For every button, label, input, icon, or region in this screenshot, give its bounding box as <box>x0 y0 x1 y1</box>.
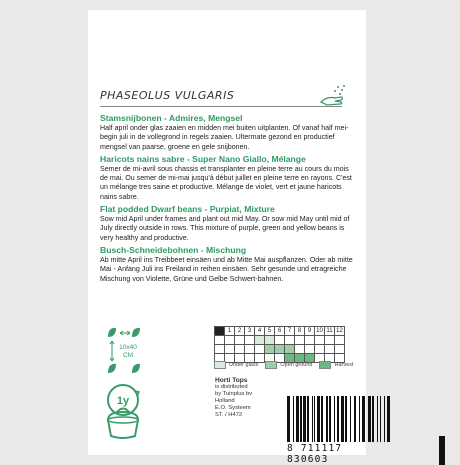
month-10: 10 <box>316 328 323 334</box>
cell-under_glass-3 <box>245 336 255 345</box>
spacing-value: 10x40 <box>119 344 137 351</box>
seed-packet-back <box>88 10 366 465</box>
month-2: 2 <box>235 327 245 336</box>
cell-open_ground-3 <box>245 345 255 354</box>
cell-under_glass-9 <box>305 336 315 345</box>
barcode-bar <box>307 396 309 442</box>
barcode-bar <box>312 396 313 442</box>
section-french <box>100 154 358 202</box>
cell-open_ground-12 <box>335 345 345 354</box>
cell-under_glass-6 <box>275 336 285 345</box>
sowing-calendar <box>214 326 345 363</box>
barcode <box>285 396 435 442</box>
barcode-bar <box>372 396 374 442</box>
section-body: Semer de mi-avril sous chassis et transplanter en pleine terre au cours du mois de mai. Ou semer de mi-mai jusqu'à début juillet en pleine terre en rayons. C'est un mélange tres saine et productive. Mélange de violet, vert et jaune haricots nains sabre. <box>100 164 352 201</box>
barcode-bar <box>341 396 344 442</box>
section-german <box>100 245 358 284</box>
latin-name: PHASEOLUS VULGARIS <box>100 86 342 107</box>
month-6: 6 <box>275 327 285 336</box>
barcode-bar <box>354 396 356 442</box>
month-7: 7 <box>285 327 295 336</box>
cell-open_ground-10 <box>315 345 325 354</box>
barcode-bar <box>350 396 351 442</box>
cell-open_ground-4 <box>255 345 265 354</box>
barcode-bar <box>303 396 306 442</box>
barcode-bar <box>334 396 335 442</box>
legend-swatch-open-ground <box>265 361 277 369</box>
description-sections <box>100 113 358 286</box>
section-title: Flat podded Dwarf beans - Purpiat, Mixture <box>100 204 275 215</box>
cell-open_ground-2 <box>235 345 245 354</box>
cell-under_glass-2 <box>235 336 245 345</box>
cell-under_glass-8 <box>295 336 305 345</box>
cell-open_ground-11 <box>325 345 335 354</box>
cell-open_ground-8 <box>295 345 305 354</box>
barcode-bar <box>321 396 323 442</box>
section-title: Haricots nains sabre - Super Nano Giallo, Mélange <box>100 153 306 164</box>
barcode-bar <box>329 396 331 442</box>
barcode-bar <box>362 396 365 442</box>
month-8: 8 <box>295 327 305 336</box>
month-1: 1 <box>225 327 235 336</box>
spacing-unit: CM <box>122 352 134 359</box>
month-3: 3 <box>245 327 255 336</box>
company-line: Holland <box>215 398 235 404</box>
company-line: is distributed <box>215 384 248 390</box>
legend-under-glass: Under glass <box>229 362 259 368</box>
month-5: 5 <box>265 327 275 336</box>
month-4: 4 <box>255 327 265 336</box>
company-info <box>215 377 275 419</box>
barcode-bar <box>345 396 347 442</box>
month-12: 12 <box>336 328 343 334</box>
lifecycle-label: 1y <box>116 395 130 407</box>
barcode-bar <box>377 396 378 442</box>
barcode-bar <box>296 396 299 442</box>
cell-open_ground-5 <box>265 345 275 354</box>
row-under_glass <box>215 336 225 345</box>
legend-open-ground: Open ground <box>280 362 313 368</box>
section-title: Stamsnijbonen - Admires, Mengsel <box>100 113 243 123</box>
section-body: Ab mitte April ins Treibbeet einsäen und ab Mitte Mai auspflanzen. Oder ab mitte Mai - Anfang Juli ins Freiland in reihen einsäen. Sehr gesunde und etragreiche Mischung von Violette, Grüne und Gelbe Schwert-bahnen. <box>100 255 353 283</box>
calendar-legend <box>214 361 353 369</box>
barcode-bar <box>368 396 371 442</box>
cell-open_ground-9 <box>305 345 315 354</box>
row-open_ground <box>215 345 225 354</box>
barcode-bar <box>337 396 339 442</box>
cell-under_glass-11 <box>325 336 335 345</box>
cell-under_glass-7 <box>285 336 295 345</box>
barcode-number: 8 711117 830603 <box>287 443 343 465</box>
cell-open_ground-6 <box>275 345 285 354</box>
section-body: Half april onder glas zaaien en midden mei buiten uitplanten. Of vanaf half mei-begin juli in de vollegrond in regels zaaien. Ultermate gezond en productief mengsel van paarse, groene en gele snijbonen. <box>100 124 349 151</box>
watering-hand-icon <box>318 82 348 108</box>
company-line: E.O. Systeem <box>215 405 251 411</box>
month-11: 11 <box>326 328 333 334</box>
section-english <box>100 204 358 243</box>
barcode-bar <box>287 396 290 442</box>
barcode-bar <box>326 396 328 442</box>
barcode-bar <box>300 396 302 442</box>
barcode-bar <box>387 396 390 442</box>
section-dutch <box>100 113 358 152</box>
cell-open_ground-1 <box>225 345 235 354</box>
legend-swatch-harvest <box>319 361 331 369</box>
barcode-bar <box>380 396 381 442</box>
company-line: ST. / H472 <box>215 412 243 418</box>
month-9: 9 <box>305 327 315 336</box>
cell-under_glass-10 <box>315 336 325 345</box>
barcode-bar <box>384 396 385 442</box>
section-body: Sow mid April under frames and plant out mid May. Or sow mid May until mid of July directly outside in rows. This mixture of purple, green and yellow beans is very healthy and productive. <box>100 215 350 242</box>
cell-under_glass-5 <box>265 336 275 345</box>
plant-spacing-icon <box>102 325 144 377</box>
company-line: by Tuinplus bv <box>215 391 253 397</box>
calendar-corner <box>215 327 225 336</box>
section-title: Busch-Schneidebohnen - Mischung <box>100 244 247 255</box>
legend-swatch-under-glass <box>214 361 226 369</box>
barcode-bar <box>359 396 360 442</box>
cell-under_glass-4 <box>255 336 265 345</box>
packet-notch <box>439 436 445 465</box>
cell-under_glass-12 <box>335 336 345 345</box>
barcode-bar <box>314 396 315 442</box>
legend-harvest: Harvest <box>334 362 354 368</box>
company-name: Horti Tops <box>215 377 248 384</box>
pot-icon <box>104 402 142 442</box>
cell-under_glass-1 <box>225 336 235 345</box>
barcode-bar <box>317 396 320 442</box>
barcode-bar <box>293 396 294 442</box>
cell-open_ground-7 <box>285 345 295 354</box>
